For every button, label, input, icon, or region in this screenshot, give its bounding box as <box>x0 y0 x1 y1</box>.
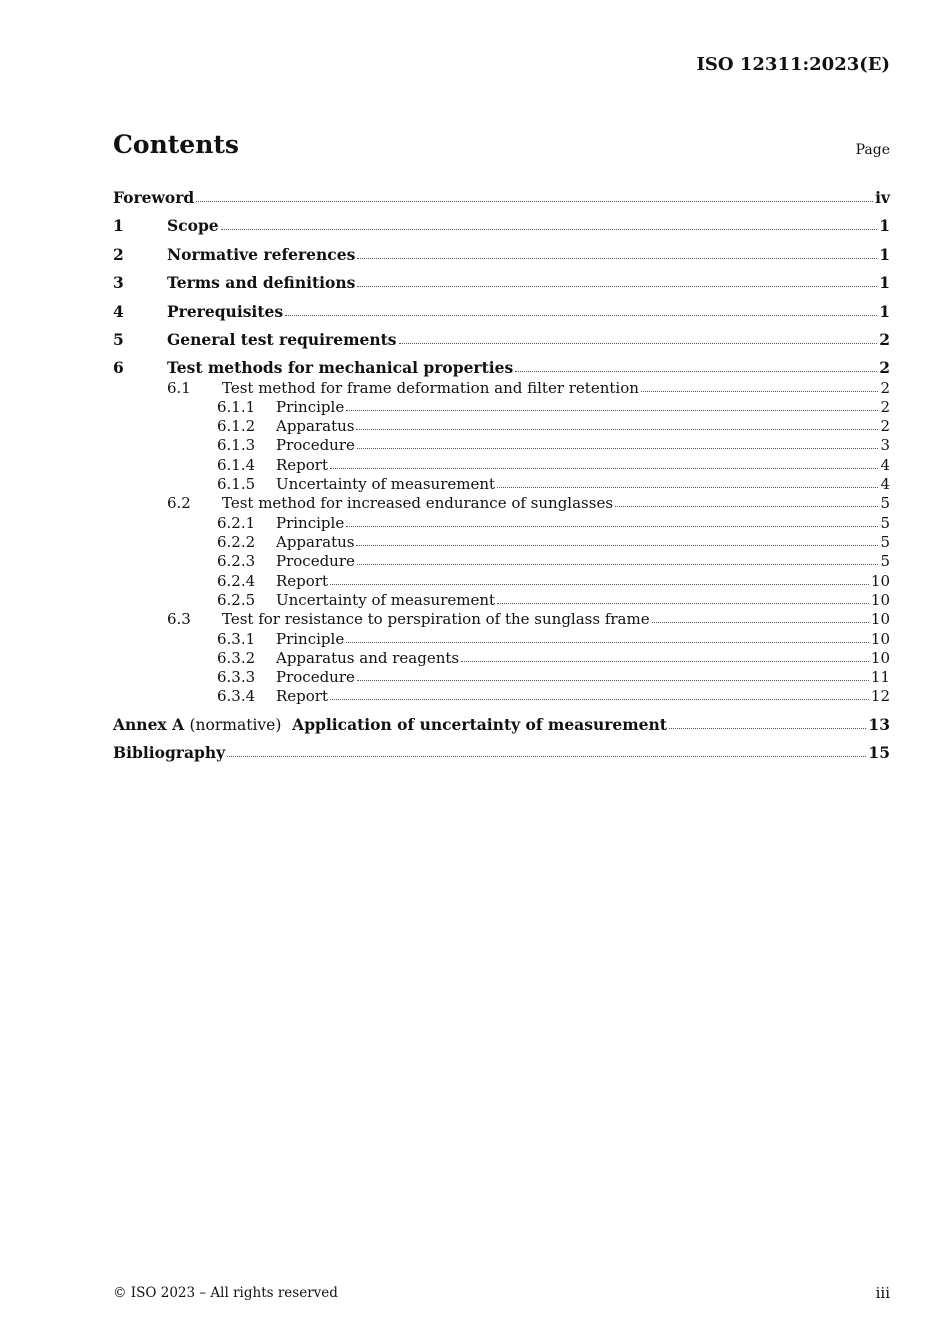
toc-entry-page: 4 <box>880 475 890 493</box>
toc-entry[interactable] <box>113 357 890 377</box>
toc-entry-title: Terms and definitions <box>167 273 356 292</box>
toc-entry-number: 6.1.3 <box>217 436 256 454</box>
toc-leader-dots <box>357 679 869 681</box>
toc-entry-title: Test method for increased endurance of sunglasses <box>222 494 614 512</box>
toc-entry-title: Apparatus <box>276 417 355 435</box>
toc-entry-number: 6.2.4 <box>217 572 256 590</box>
toc-entry-page: 2 <box>879 358 890 377</box>
toc-entry-title: Apparatus <box>276 533 355 551</box>
toc-entry-title: Bibliography <box>113 743 226 762</box>
toc-entry-number: 6.3 <box>167 610 191 628</box>
toc-entry[interactable] <box>113 396 890 416</box>
toc-leader-dots <box>346 525 878 527</box>
toc-leader-dots <box>196 200 873 202</box>
toc-entry[interactable] <box>113 415 890 435</box>
toc-entry[interactable] <box>113 187 890 207</box>
toc-entry[interactable] <box>113 714 890 734</box>
toc-leader-dots <box>497 486 878 488</box>
toc-entry[interactable] <box>113 550 890 570</box>
toc-leader-dots <box>669 727 866 729</box>
toc-leader-dots <box>221 228 878 230</box>
toc-entry[interactable] <box>113 473 890 493</box>
toc-entry-number: 6.2 <box>167 494 191 512</box>
toc-entry-number: 6.1.4 <box>217 456 256 474</box>
toc-entry-title: Test method for frame deformation and filter retention <box>222 379 639 397</box>
toc-leader-dots <box>356 428 878 430</box>
annex-title: Application of uncertainty of measurement <box>292 715 667 734</box>
toc-entry-page: 2 <box>880 398 890 416</box>
toc-entry-title: Principle <box>276 398 345 416</box>
toc-entry-title: Report <box>276 687 329 705</box>
toc-entry-page: 2 <box>879 330 890 349</box>
toc-entry-title <box>113 715 667 734</box>
toc-leader-dots <box>285 314 877 316</box>
toc-entry-title: Prerequisites <box>167 302 284 321</box>
toc-entry-number: 6.1.5 <box>217 475 256 493</box>
toc-entry-title: Normative references <box>167 245 356 264</box>
toc-entry-page: 10 <box>870 649 890 667</box>
toc-entry-page: 2 <box>880 379 890 397</box>
toc-entry-title: Scope <box>167 216 219 235</box>
toc-entry[interactable] <box>113 666 890 686</box>
toc-entry-page: 11 <box>870 668 890 686</box>
toc-leader-dots <box>652 621 869 623</box>
toc-entry-page: iv <box>875 188 890 207</box>
toc-entry[interactable] <box>113 742 890 762</box>
annex-note: (normative) <box>189 716 282 734</box>
toc-leader-dots <box>615 505 878 507</box>
toc-entry-number: 5 <box>113 330 124 349</box>
toc-leader-dots <box>641 390 879 392</box>
toc-entry[interactable] <box>113 272 890 292</box>
toc-entry-title: Uncertainty of measurement <box>276 591 496 609</box>
toc-leader-dots <box>357 285 877 287</box>
toc-entry-number: 6.3.3 <box>217 668 256 686</box>
toc-leader-dots <box>227 755 866 757</box>
toc-entry[interactable] <box>113 570 890 590</box>
toc-leader-dots <box>346 641 869 643</box>
toc-entry-title: Procedure <box>276 668 355 686</box>
toc-leader-dots <box>330 467 878 469</box>
toc-entry[interactable] <box>113 647 890 667</box>
toc-leader-dots <box>330 583 869 585</box>
footer-copyright: © ISO 2023 – All rights reserved <box>113 1285 338 1301</box>
toc-entry-title: Uncertainty of measurement <box>276 475 496 493</box>
toc-entry[interactable] <box>113 608 890 628</box>
toc-leader-dots <box>357 563 879 565</box>
toc-entry-page: 10 <box>870 572 890 590</box>
toc-leader-dots <box>515 370 877 372</box>
toc-entry[interactable] <box>113 685 890 705</box>
toc-leader-dots <box>461 660 869 662</box>
toc-entry-page: 13 <box>868 715 890 734</box>
toc-entry-page: 1 <box>879 273 890 292</box>
toc-entry-number: 4 <box>113 302 124 321</box>
toc-entry[interactable] <box>113 377 890 397</box>
toc-entry-title: Principle <box>276 630 345 648</box>
toc-entry-title: Apparatus and reagents <box>276 649 460 667</box>
toc-entry-page: 5 <box>880 552 890 570</box>
toc-entry-title: Principle <box>276 514 345 532</box>
toc-entry-number: 6.3.4 <box>217 687 256 705</box>
toc-leader-dots <box>356 544 878 546</box>
toc-entry-number: 6.2.2 <box>217 533 256 551</box>
toc-entry-page: 2 <box>880 417 890 435</box>
footer-page-number: iii <box>875 1284 890 1302</box>
toc-entry-page: 10 <box>870 610 890 628</box>
toc-entry[interactable] <box>113 512 890 532</box>
toc-entry-page: 12 <box>870 687 890 705</box>
toc-entry-number: 3 <box>113 273 124 292</box>
toc-leader-dots <box>357 447 879 449</box>
toc-entry[interactable] <box>113 492 890 512</box>
document-id: ISO 12311:2023(E) <box>696 54 890 75</box>
toc-leader-dots <box>330 698 869 700</box>
toc-entry-title: Report <box>276 572 329 590</box>
toc-entry-page: 5 <box>880 494 890 512</box>
toc-entry-title: Foreword <box>113 188 195 207</box>
toc-entry[interactable] <box>113 454 890 474</box>
toc-entry[interactable] <box>113 434 890 454</box>
toc-entry-page: 5 <box>880 514 890 532</box>
toc-entry-number: 6 <box>113 358 124 377</box>
toc-entry[interactable] <box>113 589 890 609</box>
toc-entry-page: 10 <box>870 630 890 648</box>
toc-entry[interactable] <box>113 329 890 349</box>
toc-entry-number: 6.3.1 <box>217 630 256 648</box>
toc-entry[interactable] <box>113 531 890 551</box>
toc-entry-number: 6.3.2 <box>217 649 256 667</box>
toc-leader-dots <box>357 257 877 259</box>
toc-entry-number: 6.1.1 <box>217 398 256 416</box>
toc-entry-title: Procedure <box>276 436 355 454</box>
page-column-label: Page <box>855 142 890 158</box>
toc-entry-number: 6.2.1 <box>217 514 256 532</box>
toc-leader-dots <box>497 602 869 604</box>
annex-label: Annex A <box>113 715 185 734</box>
toc-entry-title: Test methods for mechanical properties <box>167 358 514 377</box>
toc-leader-dots <box>346 409 878 411</box>
toc-entry-number: 6.1.2 <box>217 417 256 435</box>
toc-entry[interactable] <box>113 215 890 235</box>
toc-entry-page: 15 <box>868 743 890 762</box>
toc-entry-page: 5 <box>880 533 890 551</box>
contents-title: Contents <box>113 130 240 159</box>
toc-entry-page: 4 <box>880 456 890 474</box>
toc-entry-number: 6.2.3 <box>217 552 256 570</box>
toc-entry-title: Report <box>276 456 329 474</box>
toc-entry[interactable] <box>113 301 890 321</box>
toc-entry-number: 6.2.5 <box>217 591 256 609</box>
toc-entry-title: Test for resistance to perspiration of the sunglass frame <box>222 610 650 628</box>
toc-entry-number: 1 <box>113 216 124 235</box>
toc-entry-page: 1 <box>879 245 890 264</box>
toc-entry[interactable] <box>113 628 890 648</box>
toc-entry-title: Procedure <box>276 552 355 570</box>
toc-entry-number: 6.1 <box>167 379 191 397</box>
toc-entry-page: 3 <box>880 436 890 454</box>
toc-entry[interactable] <box>113 244 890 264</box>
toc-entry-page: 1 <box>879 302 890 321</box>
toc-entry-page: 10 <box>870 591 890 609</box>
toc-entry-number: 2 <box>113 245 124 264</box>
toc-entry-page: 1 <box>879 216 890 235</box>
toc-entry-title: General test requirements <box>167 330 397 349</box>
toc-leader-dots <box>399 342 878 344</box>
